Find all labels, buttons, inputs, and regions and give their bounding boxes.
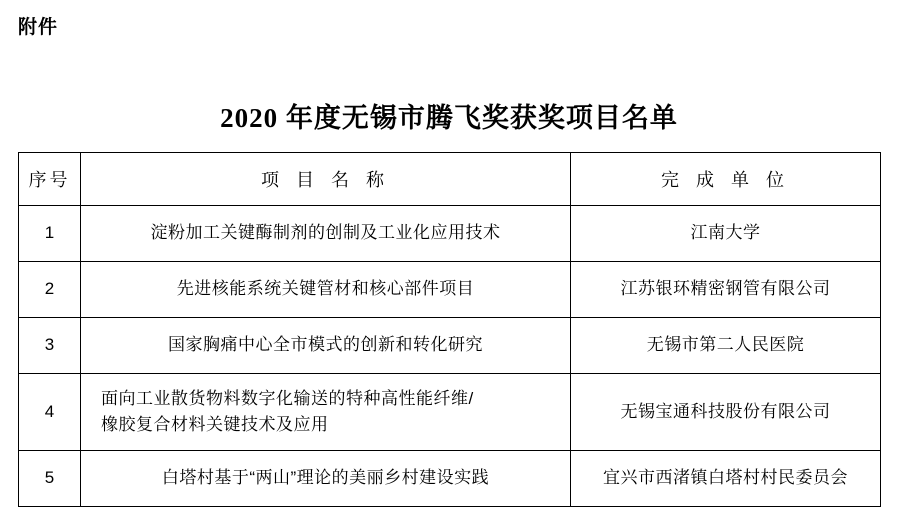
cell-unit: 江南大学 <box>571 206 881 262</box>
table-row <box>19 206 881 262</box>
table-row <box>19 318 881 374</box>
column-header-unit: 完 成 单 位 <box>571 153 881 206</box>
cell-project-name: 先进核能系统关键管材和核心部件项目 <box>81 262 571 318</box>
column-header-project-name: 项 目 名 称 <box>81 153 571 206</box>
cell-no: 5 <box>19 451 81 507</box>
table-row <box>19 262 881 318</box>
cell-project-name-line: 橡胶复合材料关键技术及应用 <box>101 415 329 434</box>
column-header-no: 序号 <box>19 153 81 206</box>
cell-unit: 无锡市第二人民医院 <box>571 318 881 374</box>
award-list-table <box>18 152 881 507</box>
award-table-container <box>18 152 880 507</box>
table-row <box>19 374 881 451</box>
table-header <box>19 153 881 206</box>
page-title: 2020 年度无锡市腾飞奖获奖项目名单 <box>220 103 678 133</box>
cell-project-name: 淀粉加工关键酶制剂的创制及工业化应用技术 <box>81 206 571 262</box>
table-header-row <box>19 153 881 206</box>
cell-unit: 无锡宝通科技股份有限公司 <box>571 374 881 451</box>
attachment-label: 附件 <box>18 17 59 38</box>
cell-no: 2 <box>19 262 81 318</box>
cell-no: 3 <box>19 318 81 374</box>
cell-project-name: 白塔村基于“两山”理论的美丽乡村建设实践 <box>81 451 571 507</box>
cell-no: 1 <box>19 206 81 262</box>
cell-no: 4 <box>19 374 81 451</box>
cell-project-name <box>81 374 571 451</box>
table-row <box>19 451 881 507</box>
cell-unit: 江苏银环精密钢管有限公司 <box>571 262 881 318</box>
cell-project-name: 国家胸痛中心全市模式的创新和转化研究 <box>81 318 571 374</box>
table-body <box>19 206 881 507</box>
cell-project-name-line: 面向工业散货物料数字化输送的特种高性能纤维/ <box>101 388 474 408</box>
cell-project-name-lines <box>87 386 564 439</box>
cell-unit: 宜兴市西渚镇白塔村村民委员会 <box>571 451 881 507</box>
